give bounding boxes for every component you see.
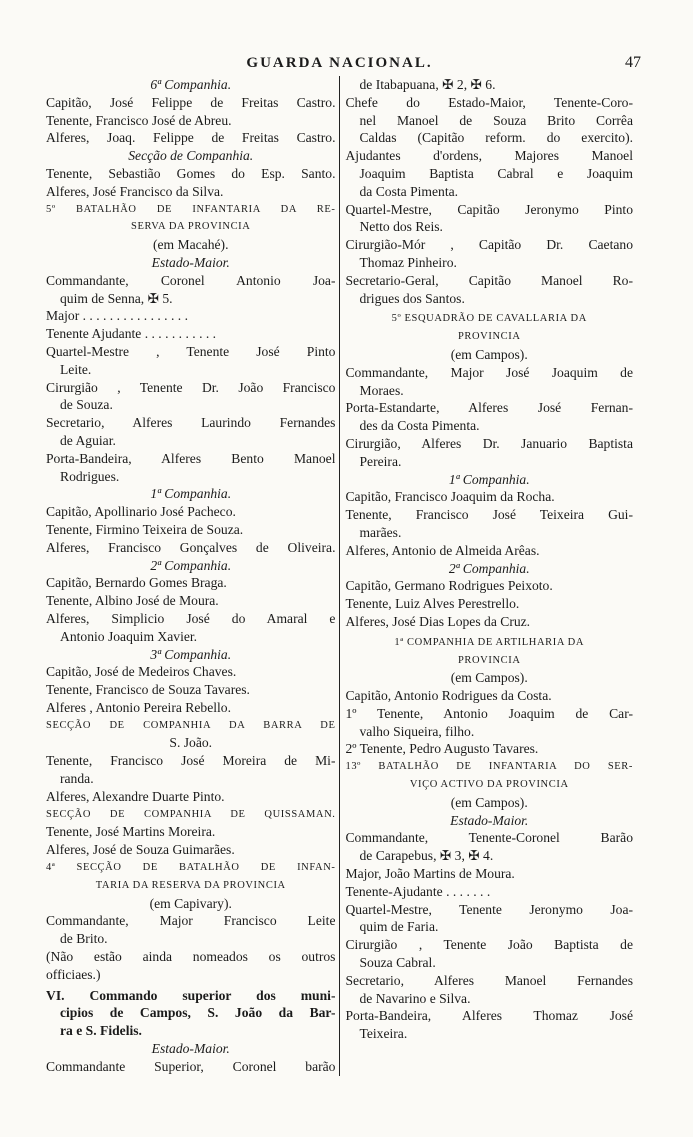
text-line: Porta-Estandarte, Alferes José Fernan-	[345, 400, 633, 416]
text-line: drigues dos Santos.	[359, 290, 465, 306]
text-line: 2º Tenente, Pedro Augusto Tavares.	[345, 741, 539, 757]
text-line: (Não estão ainda nomeados os outros	[46, 949, 336, 965]
text-line: Alferes, José Dias Lopes da Cruz.	[345, 613, 531, 629]
right-column	[340, 76, 633, 1076]
text-line: (em Campos).	[450, 794, 528, 810]
text-line: 2ª Companhia.	[150, 557, 232, 573]
text-line: Alferes, Francisco Gonçalves de Oliveira.	[46, 539, 336, 555]
text-columns	[46, 76, 633, 1076]
text-line: Tenente, Francisco José Teixeira Gui-	[345, 507, 633, 523]
text-line: de Itabapuana, ✠ 2, ✠ 6.	[359, 77, 496, 92]
text-line: Cirurgião , Tenente Dr. João Francisco	[46, 379, 336, 395]
text-line: des da Costa Pimenta.	[359, 418, 480, 434]
text-line: Cirurgião , Tenente João Baptista de	[345, 937, 633, 953]
text-line: Leite.	[60, 361, 92, 377]
text-line: Porta-Bandeira, Alferes Bento Manoel	[46, 450, 336, 466]
text-line: de Souza.	[60, 397, 113, 413]
page-number: 47	[625, 54, 641, 71]
text-line: Porta-Bandeira, Alferes Thomaz José	[345, 1008, 633, 1024]
text-line: Tenente, Francisco José de Abreu.	[46, 112, 232, 128]
text-line: Capitão, Apollinario José Pacheco.	[46, 504, 236, 520]
text-line: Alferes, Antonio de Almeida Arêas.	[345, 542, 540, 558]
text-line: Alferes, Alexandre Duarte Pinto.	[46, 788, 225, 804]
text-line: Secretario, Alferes Laurindo Fernandes	[46, 415, 336, 431]
text-line: Commandante, Major José Joaquim de	[345, 364, 633, 380]
text-line: 1ª Companhia.	[150, 486, 232, 502]
text-line: Estado-Maior.	[151, 1041, 230, 1057]
text-line: 4ª SECÇÃO DE BATALHÃO DE INFAN-	[46, 862, 336, 874]
text-line: Ajudantes d'ordens, Majores Manoel	[345, 148, 633, 164]
text-line: Tenente, Firmino Teixeira de Souza.	[46, 521, 244, 537]
text-line: Tenente, José Martins Moreira.	[46, 824, 216, 840]
text-line: Tenente, Sebastião Gomes do Esp. Santo.	[46, 165, 336, 181]
text-line: Capitão, Antonio Rodrigues da Costa.	[345, 688, 552, 704]
text-line: Thomaz Pinheiro.	[359, 254, 457, 270]
text-line: quim de Faria.	[359, 919, 439, 935]
text-line: Secretario-Geral, Capitão Manoel Ro-	[345, 272, 633, 288]
text-line: Commandante, Major Francisco Leite	[46, 913, 336, 929]
text-line: cipios de Campos, S. João da Bar-	[60, 1005, 336, 1021]
text-line: quim de Senna, ✠ 5.	[60, 290, 173, 306]
text-line: Capitão, José de Medeiros Chaves.	[46, 664, 237, 680]
text-line: 13º BATALHÃO DE INFANTARIA DO SER-	[345, 761, 633, 773]
text-line: Chefe do Estado-Maior, Tenente-Coro-	[345, 94, 633, 110]
text-line: S. João.	[169, 735, 213, 751]
text-line: Cirurgião, Alferes Dr. Januario Baptista	[345, 435, 633, 451]
text-line: (em Macahé).	[153, 237, 229, 253]
text-line: Alferes , Antonio Pereira Rebello.	[46, 699, 231, 715]
text-line: Capitão, Germano Rodrigues Peixoto.	[345, 578, 553, 594]
text-line: Commandante, Coronel Antonio Joa-	[46, 272, 336, 288]
text-line: Capitão, José Felippe de Freitas Castro.	[46, 94, 336, 110]
text-line: Capitão, Bernardo Gomes Braga.	[46, 575, 227, 591]
text-line: (em Campos).	[450, 346, 528, 362]
text-line: Tenente, Francisco José Moreira de Mi-	[46, 753, 336, 769]
text-line: 1ª Companhia.	[448, 471, 530, 487]
left-column	[46, 76, 340, 1076]
page-title: GUARDA NACIONAL.	[246, 55, 433, 71]
text-line: PROVINCIA	[457, 654, 521, 666]
text-line: de Carapebus, ✠ 3, ✠ 4.	[359, 848, 494, 864]
text-line: 1ª COMPANHIA DE ARTILHARIA DA	[394, 636, 585, 648]
text-line: Quartel-Mestre, Tenente Jeronymo Joa-	[345, 901, 633, 917]
text-line: marães.	[359, 524, 402, 540]
text-line: PROVINCIA	[457, 331, 521, 343]
text-line: Caldas (Capitão reform. do exercito).	[359, 130, 633, 146]
text-line: Major, João Martins de Moura.	[345, 866, 515, 882]
text-line: Estado-Maior.	[151, 254, 230, 270]
text-line: 6ª Companhia.	[150, 77, 232, 92]
text-line: VIÇO ACTIVO DA PROVINCIA	[409, 779, 569, 791]
text-line: Alferes, Joaq. Felippe de Freitas Castro.	[46, 130, 336, 146]
text-line: Rodrigues.	[60, 468, 120, 484]
text-line: Quartel-Mestre , Tenente José Pinto	[46, 343, 336, 359]
text-line: Souza Cabral.	[359, 955, 436, 971]
text-line: Secretario, Alferes Manoel Fernandes	[345, 972, 633, 988]
text-line: Antonio Joaquim Xavier.	[60, 628, 198, 644]
text-line: da Costa Pimenta.	[359, 183, 459, 199]
text-line: VI. Commando superior dos muni-	[46, 987, 336, 1003]
text-line: SECÇÃO DE COMPANHIA DA BARRA DE	[46, 719, 336, 731]
text-line: Capitão, Francisco Joaquim da Rocha.	[345, 489, 555, 505]
text-line: Cirurgião-Mór , Capitão Dr. Caetano	[345, 237, 633, 253]
text-line: (em Campos).	[450, 670, 528, 686]
text-line: 2ª Companhia.	[448, 560, 530, 576]
text-line: nel Manoel de Souza Brito Corrêa	[359, 112, 633, 128]
text-line: TARIA DA RESERVA DA PROVINCIA	[95, 879, 286, 891]
text-line: ra e S. Fidelis.	[60, 1023, 142, 1039]
text-line: Secção de Companhia.	[128, 148, 254, 164]
text-line: de Navarino e Silva.	[359, 990, 471, 1006]
text-line: Tenente-Ajudante . . . . . . .	[345, 883, 491, 899]
text-line: Teixeira.	[359, 1026, 408, 1042]
text-line: 1º Tenente, Antonio Joaquim de Car-	[345, 705, 633, 721]
text-line: Tenente, Luiz Alves Perestrello.	[345, 596, 520, 612]
text-line: valho Siqueira, filho.	[359, 723, 475, 739]
text-line: SECÇÃO DE COMPANHIA DE QUISSAMAN.	[46, 808, 336, 820]
text-line: Joaquim Baptista Cabral e Joaquim	[359, 165, 633, 181]
text-line: Quartel-Mestre, Capitão Jeronymo Pinto	[345, 201, 633, 217]
text-line: Tenente, Albino José de Moura.	[46, 593, 219, 609]
text-line: SERVA DA PROVINCIA	[131, 221, 251, 233]
text-line: Alferes, Simplicio José do Amaral e	[46, 610, 336, 626]
text-line: Pereira.	[359, 453, 402, 469]
text-line: Alferes, José Francisco da Silva.	[46, 183, 224, 199]
text-line: Moraes.	[359, 382, 404, 398]
text-line: Netto dos Reis.	[359, 219, 443, 235]
text-line: Major . . . . . . . . . . . . . . . .	[46, 308, 188, 324]
text-line: Alferes, José de Souza Guimarães.	[46, 842, 235, 858]
text-line: Estado-Maior.	[450, 812, 529, 828]
text-line: 5º ESQUADRÃO DE CAVALLARIA DA	[391, 313, 587, 325]
text-line: (em Capivary).	[149, 895, 232, 911]
text-line: Commandante Superior, Coronel barão	[46, 1058, 336, 1074]
running-head	[46, 50, 641, 76]
text-line: 3ª Companhia.	[150, 646, 232, 662]
text-line: de Brito.	[60, 931, 108, 947]
text-line: de Aguiar.	[60, 432, 116, 448]
text-line: Tenente Ajudante . . . . . . . . . . .	[46, 326, 217, 342]
text-line: randa.	[60, 771, 94, 787]
text-line: 5º BATALHÃO DE INFANTARIA DA RE-	[46, 203, 336, 215]
text-line: Commandante, Tenente-Coronel Barão	[345, 830, 633, 846]
text-line: officiaes.)	[46, 966, 101, 982]
text-line: Tenente, Francisco de Souza Tavares.	[46, 682, 250, 698]
